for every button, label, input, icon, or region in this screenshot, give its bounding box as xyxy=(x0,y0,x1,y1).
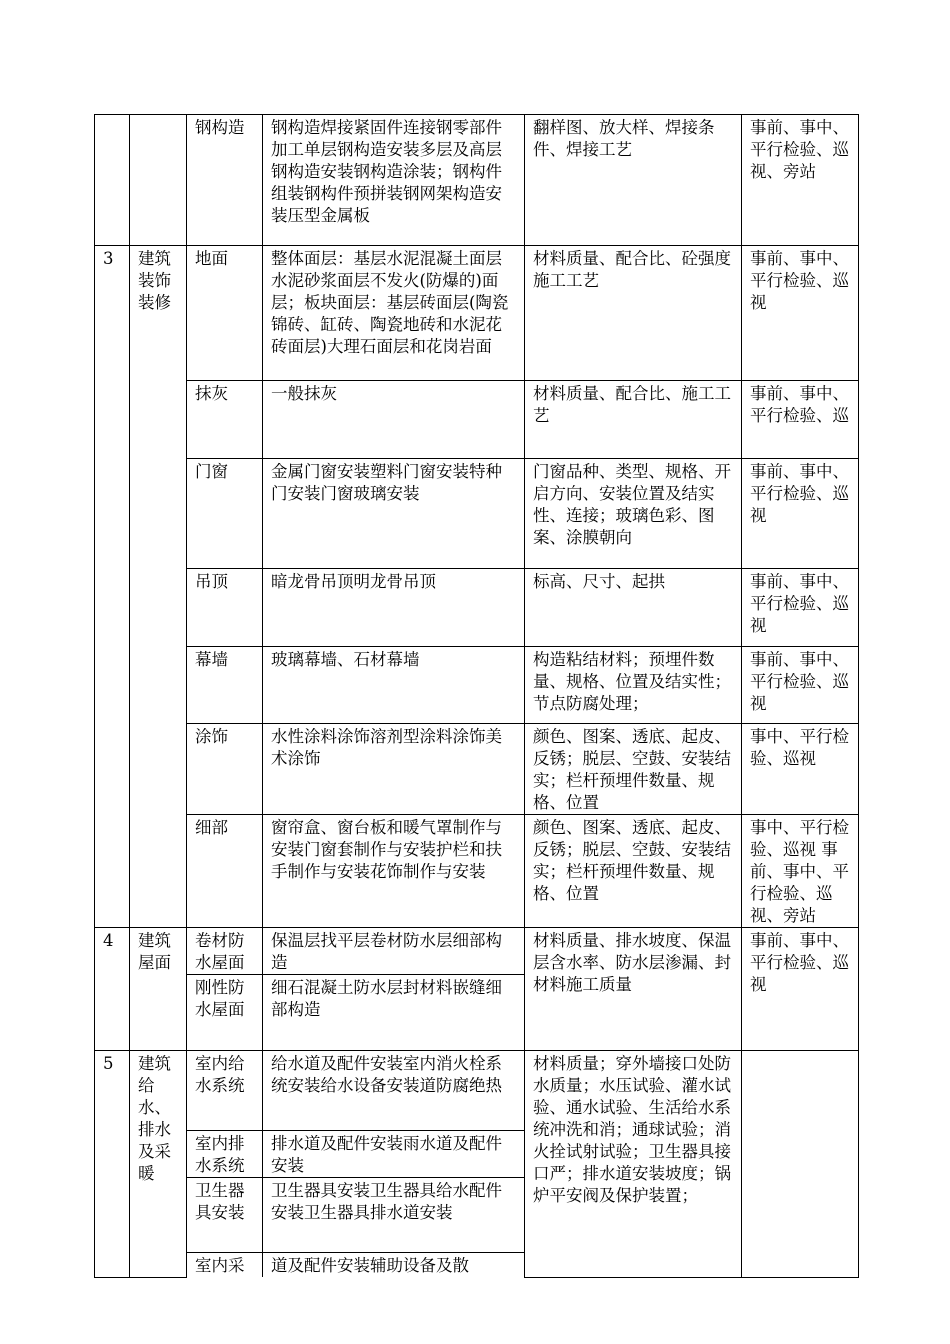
cell-method: 事前、事中、平行检验、巡视 xyxy=(742,928,859,1051)
cell-content: 一般抹灰 xyxy=(263,381,525,459)
cell-content: 保温层找平层卷材防水层细部构造 xyxy=(263,928,525,975)
cell-category: 建筑给水、排水及采暖 xyxy=(130,1051,187,1278)
cell-method: 事前、事中、平行检验、巡视 xyxy=(742,569,859,647)
cell-sub: 门窗 xyxy=(187,459,263,569)
cell-method xyxy=(742,1051,859,1278)
cell-method: 事前、事中、平行检验、巡视 xyxy=(742,459,859,569)
cell-control: 颜色、图案、透底、起皮、反锈；脱层、空鼓、安装结实；栏杆预埋件数量、规格、位置 xyxy=(525,815,742,928)
cell-sub: 涂饰 xyxy=(187,724,263,815)
cell-sub: 刚性防水屋面 xyxy=(187,975,263,1051)
cell-content: 玻璃幕墙、石材幕墙 xyxy=(263,647,525,724)
cell-sub: 钢构造 xyxy=(187,115,263,246)
cell-content: 道及配件安装辅助设备及散 xyxy=(263,1253,525,1278)
cell-content: 钢构造焊接紧固件连接钢零部件加工单层钢构造安装多层及高层钢构造安装钢构造涂装；钢构件组装钢构件预拼装钢网架构造安装压型金属板 xyxy=(263,115,525,246)
cell-control: 翻样图、放大样、焊接条件、焊接工艺 xyxy=(525,115,742,246)
cell-content: 水性涂料涂饰溶剂型涂料涂饰美术涂饰 xyxy=(263,724,525,815)
cell-category: 建筑屋面 xyxy=(130,928,187,1051)
cell-control: 材料质量、配合比、砼强度施工工艺 xyxy=(525,246,742,381)
cell-sub: 卷材防水屋面 xyxy=(187,928,263,975)
cell-control: 材料质量；穿外墙接口处防水质量；水压试验、灌水试验、通水试验、生活给水系统冲洗和消；通球试验；消火拴试射试验；卫生器具接口严；排水道安装坡度；锅炉平安阀及保护装置； xyxy=(525,1051,742,1278)
cell-control: 材料质量、配合比、施工工艺 xyxy=(525,381,742,459)
cell-sub: 抹灰 xyxy=(187,381,263,459)
cell-sub: 室内排水系统 xyxy=(187,1131,263,1178)
cell-control: 构造粘结材料；预埋件数量、规格、位置及结实性；节点防腐处理； xyxy=(525,647,742,724)
cell-content: 暗龙骨吊顶明龙骨吊顶 xyxy=(263,569,525,647)
cell-method: 事前、事中、平行检验、巡视 xyxy=(742,246,859,381)
cell-control: 材料质量、排水坡度、保温层含水率、防水层渗漏、封材料施工质量 xyxy=(525,928,742,1051)
table-row-plaster xyxy=(95,381,859,459)
cell-content: 整体面层：基层水泥混凝土面层水泥砂浆面层不发火(防爆的)面层；板块面层：基层砖面层(陶瓷锦砖、缸砖、陶瓷地砖和水泥花砖面层)大理石面层和花岗岩面 xyxy=(263,246,525,381)
cell-content: 给水道及配件安装室内消火栓系统安装给水设备安装道防腐绝热 xyxy=(263,1051,525,1131)
table-row-water-1 xyxy=(95,1051,859,1131)
cell-content: 金属门窗安装塑料门窗安装特种门安装门窗玻璃安装 xyxy=(263,459,525,569)
cell-category: 建筑装饰装修 xyxy=(130,246,187,928)
table-row-curtain xyxy=(95,647,859,724)
cell-sub: 细部 xyxy=(187,815,263,928)
table-row-ground xyxy=(95,246,859,381)
cell-content: 细石混凝土防水层封材料嵌缝细部构造 xyxy=(263,975,525,1051)
cell-content: 卫生器具安装卫生器具给水配件安装卫生器具排水道安装 xyxy=(263,1178,525,1253)
table-row-ceiling xyxy=(95,569,859,647)
cell-num: 5 xyxy=(95,1051,130,1278)
cell-sub: 室内给水系统 xyxy=(187,1051,263,1131)
cell-method: 事前、事中、平行检验、巡 xyxy=(742,381,859,459)
cell-cat-empty xyxy=(130,115,187,246)
table-row-roof-1 xyxy=(95,928,859,975)
cell-num-empty xyxy=(95,115,130,246)
cell-num: 4 xyxy=(95,928,130,1051)
cell-content: 排水道及配件安装雨水道及配件安装 xyxy=(263,1131,525,1178)
table-row-steel xyxy=(95,115,859,246)
cell-num: 3 xyxy=(95,246,130,928)
table-row-detail xyxy=(95,815,859,928)
cell-sub: 吊顶 xyxy=(187,569,263,647)
cell-content: 窗帘盒、窗台板和暖气罩制作与安装门窗套制作与安装护栏和扶手制作与安装花饰制作与安装 xyxy=(263,815,525,928)
cell-sub: 卫生器具安装 xyxy=(187,1178,263,1253)
cell-method: 事中、平行检验、巡视 xyxy=(742,724,859,815)
table-row-door xyxy=(95,459,859,569)
cell-method: 事前、事中、平行检验、巡视 xyxy=(742,647,859,724)
cell-control: 标高、尺寸、起拱 xyxy=(525,569,742,647)
cell-method: 事中、平行检验、巡视 事前、事中、平行检验、巡视、旁站 xyxy=(742,815,859,928)
cell-sub: 幕墙 xyxy=(187,647,263,724)
cell-control: 门窗品种、类型、规格、开启方向、安装位置及结实性、连接；玻璃色彩、图案、涂膜朝向 xyxy=(525,459,742,569)
table-row-paint xyxy=(95,724,859,815)
cell-sub: 地面 xyxy=(187,246,263,381)
cell-method: 事前、事中、平行检验、巡视、旁站 xyxy=(742,115,859,246)
inspection-table xyxy=(94,114,859,1278)
cell-control: 颜色、图案、透底、起皮、反锈；脱层、空鼓、安装结实；栏杆预埋件数量、规格、位置 xyxy=(525,724,742,815)
cell-sub: 室内采 xyxy=(187,1253,263,1278)
